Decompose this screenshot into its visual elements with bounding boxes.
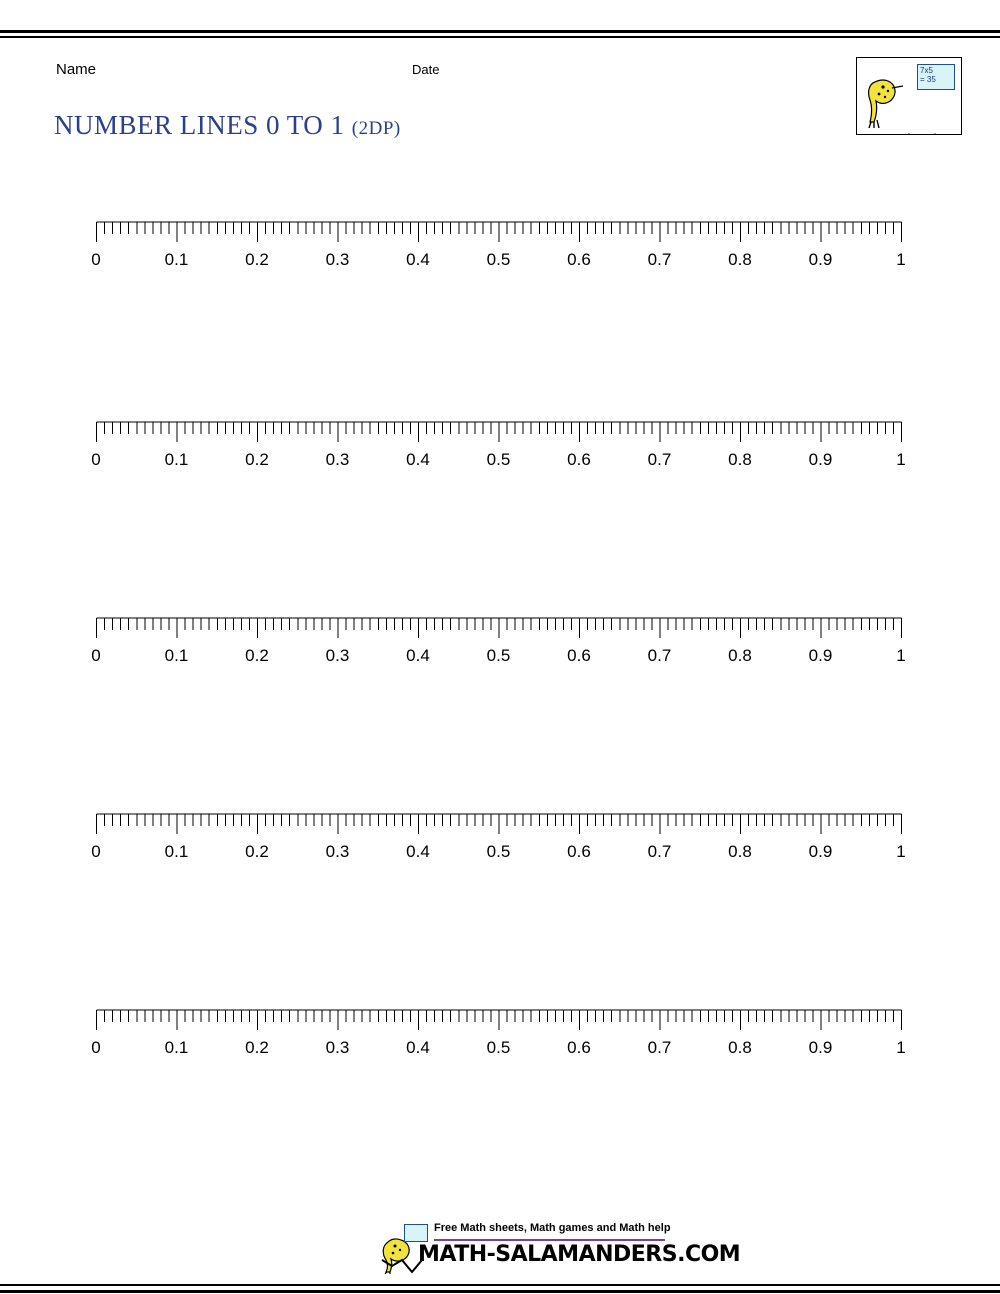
tick-label: 0.1: [164, 842, 189, 861]
number-line-1: [91, 218, 906, 288]
tick-label: 0.5: [486, 842, 511, 861]
tick-label: 0.6: [567, 646, 591, 665]
tick-label: 0.2: [245, 1038, 269, 1057]
tick-label: 0.8: [728, 842, 752, 861]
tick-label: 0.6: [567, 450, 591, 469]
tick-label: 1: [896, 842, 906, 861]
tick-labels: [91, 646, 906, 670]
tick-label: 0.1: [164, 250, 189, 269]
tick-label: 0.3: [325, 1038, 350, 1057]
footer-rule-bottom: [0, 1290, 1000, 1293]
tick-label: 0.1: [164, 646, 189, 665]
tick-label: 0.2: [245, 842, 269, 861]
tick-label: 0.1: [164, 450, 189, 469]
tick-label: 0.4: [406, 250, 430, 269]
brand-logo: [856, 57, 962, 135]
tick-label: 0.9: [808, 842, 833, 861]
tick-label: 0.9: [808, 450, 833, 469]
footer: [0, 1218, 1000, 1280]
tick-label: 0.5: [486, 646, 511, 665]
tick-label: 0: [91, 250, 101, 269]
tick-labels: [91, 842, 906, 866]
date-label: Date: [412, 62, 440, 77]
footer-tagline: Free Math sheets, Math games and Math help: [434, 1222, 671, 1234]
name-label: Name: [56, 61, 97, 78]
page-title-sub: (2DP): [351, 118, 401, 139]
tick-label: 0.3: [325, 646, 350, 665]
tick-label: 0.8: [728, 646, 752, 665]
ruler-scale: [96, 418, 902, 444]
ruler-scale: [96, 218, 902, 244]
tick-label: 0.2: [245, 450, 269, 469]
tick-label: 0.7: [647, 1038, 672, 1057]
number-line-3: [91, 614, 906, 684]
tick-label: 0: [91, 450, 101, 469]
footer-rule-top: [0, 1284, 1000, 1286]
tick-label: 0.3: [325, 450, 350, 469]
tick-label: 0.6: [567, 250, 591, 269]
tick-label: 0.4: [406, 646, 430, 665]
tick-label: 0.6: [567, 1038, 591, 1057]
number-line-2: [91, 418, 906, 488]
tick-label: 0.8: [728, 250, 752, 269]
tick-label: 0.8: [728, 1038, 752, 1057]
tick-label: 0.8: [728, 450, 752, 469]
number-line-5: [91, 1006, 906, 1076]
tick-label: 0.7: [647, 450, 672, 469]
tick-label: 0.2: [245, 646, 269, 665]
tick-labels: [91, 450, 906, 474]
tick-label: 0.3: [325, 842, 350, 861]
footer-divider: [434, 1239, 665, 1241]
tick-label: 0.6: [567, 842, 591, 861]
header-rule-top: [0, 30, 1000, 33]
ruler-scale: [96, 614, 902, 640]
tick-label: 0: [91, 646, 101, 665]
tick-label: 0.7: [647, 646, 672, 665]
number-line-4: [91, 810, 906, 880]
header-rule-bottom: [0, 36, 1000, 38]
page-title: [54, 110, 401, 141]
chalkboard-icon: 7x5 = 35: [917, 64, 955, 90]
tick-label: 0.4: [406, 1038, 430, 1057]
tick-label: 0.9: [808, 250, 833, 269]
tick-labels: [91, 250, 906, 274]
tick-label: 1: [896, 450, 906, 469]
tick-label: 0.5: [486, 250, 511, 269]
salamander-icon: [863, 74, 909, 130]
tick-label: 0.9: [808, 646, 833, 665]
tick-label: 0.7: [647, 842, 672, 861]
tick-label: 0.5: [486, 450, 511, 469]
ruler-scale: [96, 810, 902, 836]
tick-label: 0.1: [164, 1038, 189, 1057]
tick-label: 0.5: [486, 1038, 511, 1057]
ruler-scale: [96, 1006, 902, 1032]
tick-label: 1: [896, 646, 906, 665]
footer-chalkboard-icon: [404, 1224, 428, 1242]
tick-label: 0.9: [808, 1038, 833, 1057]
tick-label: 0: [91, 1038, 101, 1057]
page-title-main: NUMBER LINES 0 TO 1: [54, 110, 345, 140]
footer-url[interactable]: MATH-SALAMANDERS.COM: [418, 1242, 741, 1267]
tick-label: 1: [896, 250, 906, 269]
tick-label: 0.4: [406, 842, 430, 861]
tick-label: 0: [91, 842, 101, 861]
tick-label: 0.4: [406, 450, 430, 469]
tick-label: 1: [896, 1038, 906, 1057]
tick-label: 0.3: [325, 250, 350, 269]
tick-label: 0.7: [647, 250, 672, 269]
tick-label: 0.2: [245, 250, 269, 269]
tick-labels: [91, 1038, 906, 1062]
